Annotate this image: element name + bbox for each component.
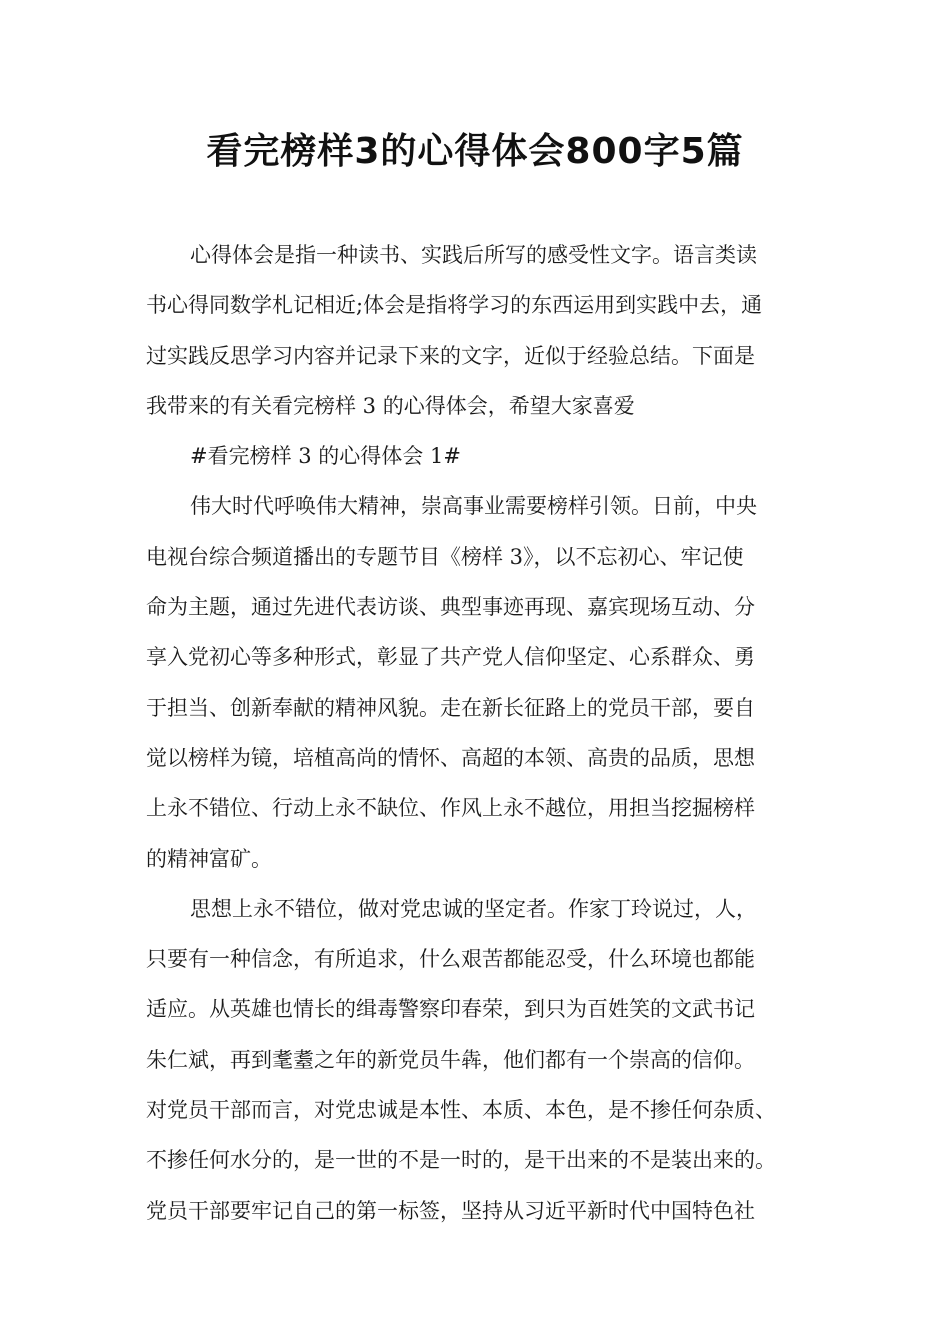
paragraph-line: 适应。从英雄也情长的缉毒警察印春荣，到只为百姓笑的文武书记 [146, 997, 755, 1022]
paragraph-line: 过实践反思学习内容并记录下来的文字，近似于经验总结。下面是 [146, 343, 755, 368]
paragraph-line: 对党员干部而言，对党忠诚是本性、本质、本色，是不掺任何杂质、 [146, 1098, 776, 1123]
paragraph-line: 于担当、创新奉献的精神风貌。走在新长征路上的党员干部，要自 [146, 695, 755, 720]
paragraph-line: 不掺任何水分的，是一世的不是一时的，是干出来的不是装出来的。 [146, 1148, 776, 1173]
paragraph-line: 朱仁斌，再到耄耋之年的新党员牛犇，他们都有一个崇高的信仰。 [146, 1047, 755, 1072]
paragraph-line: 心得体会是指一种读书、实践后所写的感受性文字。语言类读 [190, 243, 757, 267]
paragraph-line: 我带来的有关看完榜样 3 的心得体会，希望大家喜爱 [146, 393, 635, 418]
paragraph-line: 电视台综合频道播出的专题节目《榜样 3》，以不忘初心、牢记使 [146, 544, 744, 569]
paragraph-line: 觉以榜样为镜，培植高尚的情怀、高超的本领、高贵的品质，思想 [146, 745, 755, 770]
section-heading: #看完榜样 3 的心得体会 1# [190, 444, 461, 469]
paragraph-line: 命为主题，通过先进代表访谈、典型事迹再现、嘉宾现场互动、分 [146, 595, 755, 620]
paragraph-line: 思想上永不错位，做对党忠诚的坚定者。作家丁玲说过，人， [190, 896, 757, 921]
paragraph-line: 书心得同数学札记相近;体会是指将学习的东西运用到实践中去，通 [146, 293, 763, 318]
document-body [146, 230, 826, 1236]
page-title: 看完榜样3的心得体会800字5篇 [206, 131, 744, 172]
paragraph-line: 党员干部要牢记自己的第一标签，坚持从习近平新时代中国特色社 [146, 1198, 755, 1223]
paragraph-line: 只要有一种信念，有所追求，什么艰苦都能忍受，什么环境也都能 [146, 947, 755, 972]
paragraph-line: 伟大时代呼唤伟大精神，崇高事业需要榜样引领。日前，中央 [190, 494, 757, 519]
paragraph-line: 享入党初心等多种形式，彰显了共产党人信仰坚定、心系群众、勇 [146, 645, 755, 670]
paragraph-line: 上永不错位、行动上永不缺位、作风上永不越位，用担当挖掘榜样 [146, 796, 755, 821]
paragraph-line: 的精神富矿。 [146, 846, 272, 871]
